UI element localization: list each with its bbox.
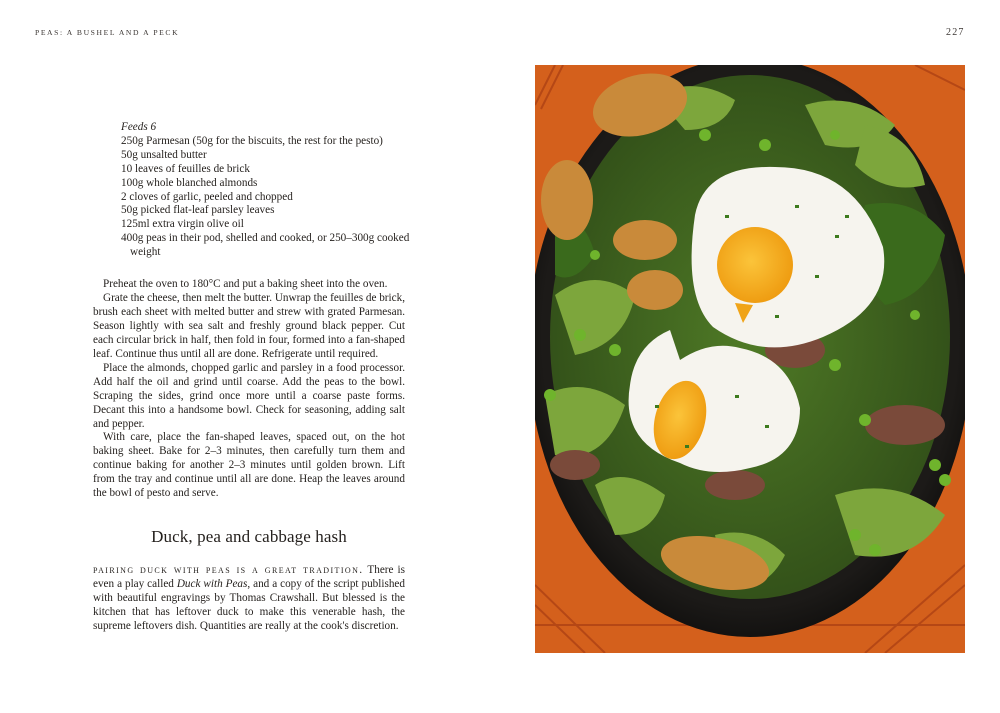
ingredient-item: 100g whole blanched almonds: [121, 176, 258, 189]
ingredient-item: 50g unsalted butter: [121, 148, 207, 161]
play-title: Duck with Peas: [176, 577, 248, 590]
ingredient-item: 50g picked flat-leaf parsley leaves: [121, 204, 275, 217]
hash-pan-illustration: [535, 65, 965, 653]
running-head: PEAS: A BUSHEL AND A PECK: [35, 28, 180, 37]
ingredient-item: 10 leaves of feuilles de brick: [121, 162, 250, 175]
method-paragraph: Place the almonds, chopped garlic and parsley in a food processor. Add half the oil and grind until coarse. Add the peas to the bowl. Scraping the sides, grind once more until a coarse paste forms. Decant this into a handsome bowl. Check for seasoning, adding salt and pepper.: [93, 361, 405, 430]
ingredient-list: [121, 121, 421, 260]
method-paragraph: With care, place the fan-shaped leaves, spaced out, on the hot baking sheet. Bake for 2–3 minutes, then carefully turn them and continue baking for another 2–3 minutes until golden brown. Lift from the tray and continue until all are done. Heap the leaves around the bowl of pesto and serve.: [93, 431, 405, 500]
recipe-intro: [93, 563, 405, 634]
intro-text: There is even a play called: [93, 564, 405, 590]
ingredient-item: 125ml extra virgin olive oil: [121, 218, 244, 231]
method-paragraph: Preheat the oven to 180°C and put a baking sheet into the oven.: [103, 278, 388, 290]
ingredient-item: 2 cloves of garlic, peeled and chopped: [121, 190, 293, 203]
page-number: 227: [946, 27, 965, 38]
recipe-title: Duck, pea and cabbage hash: [151, 527, 347, 546]
dish-photo: [535, 65, 965, 653]
intro-lead-in: pairing duck with peas is a great tradition.: [93, 563, 364, 576]
method-text: [93, 278, 405, 501]
recipe-yield: Feeds 6: [121, 121, 157, 133]
intro-text: , and a copy of the script published with beautiful engravings by Thomas Crawshall. But blessed is the kitchen that has leftover duck to make this venerable hash, the supreme leftovers dish. Quantities are really at the cook's discretion.: [93, 577, 405, 632]
ingredient-item: 400g peas in their pod, shelled and cooked, or 250–300g cooked weight: [121, 232, 410, 259]
method-paragraph: Grate the cheese, then melt the butter. Unwrap the feuilles de brick, brush each sheet with melted butter and strew with grated Parmesan. Season lightly with sea salt and freshly ground black pepper. Cut each circular brick in half, then fold in four, formed into a fan-shaped leaf. Continue thus until all are done. Refrigerate until required.: [93, 291, 405, 360]
ingredient-item: 250g Parmesan (50g for the biscuits, the rest for the pesto): [121, 134, 383, 147]
